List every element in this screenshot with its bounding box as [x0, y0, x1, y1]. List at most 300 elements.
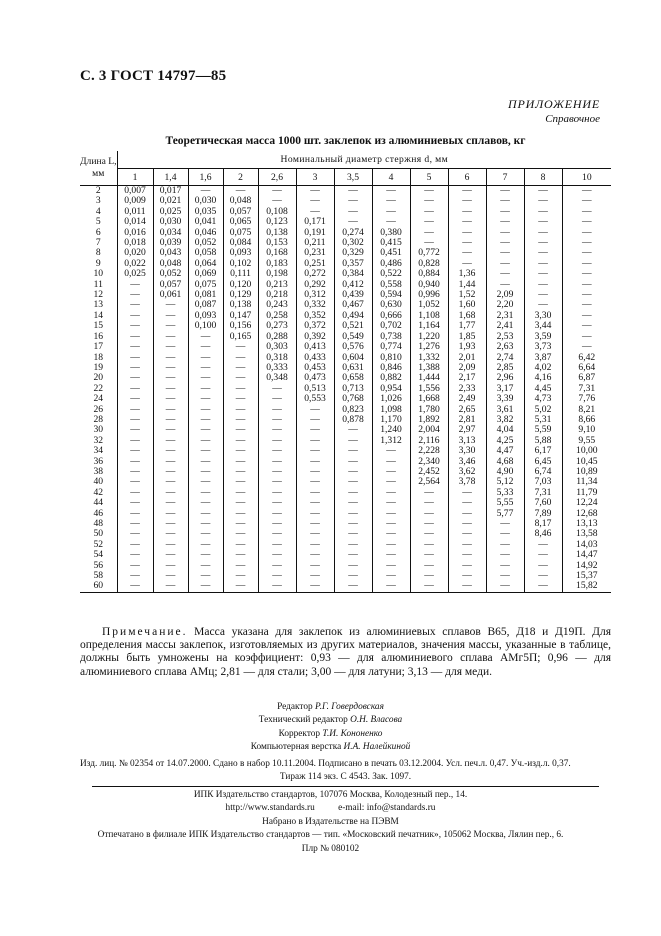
mass-cell: 0,231 — [296, 248, 334, 258]
mass-cell: 1,556 — [410, 384, 448, 394]
mass-cell: — — [153, 488, 188, 498]
mass-cell: 0,251 — [296, 259, 334, 269]
mass-cell: — — [223, 373, 258, 383]
length-cell: 44 — [93, 497, 104, 509]
mass-cell: 1,780 — [410, 405, 448, 415]
mass-cell: 3,59 — [524, 332, 562, 342]
mass-cell: — — [372, 540, 410, 550]
mass-cell: — — [448, 581, 486, 592]
mass-cell: — — [258, 509, 296, 519]
mass-cell: — — [334, 581, 372, 592]
mass-cell: — — [117, 311, 153, 321]
table-row — [80, 540, 611, 550]
mass-cell: 0,138 — [258, 228, 296, 238]
mass-cell: 5,77 — [486, 509, 524, 519]
publication-info — [80, 758, 611, 785]
mass-cell: — — [334, 561, 372, 571]
mass-cell: 2,53 — [486, 332, 524, 342]
mass-cell: — — [334, 425, 372, 435]
credit-name: О.Н. Власова — [350, 715, 403, 726]
mass-cell: — — [258, 415, 296, 425]
printer-info — [0, 789, 661, 856]
mass-cell: 0,318 — [258, 353, 296, 363]
mass-cell: — — [524, 269, 562, 279]
note — [80, 626, 611, 679]
mass-cell: — — [153, 467, 188, 477]
credit-role: Технический редактор — [258, 715, 348, 726]
mass-cell: — — [153, 550, 188, 560]
mass-cell: 0,129 — [223, 290, 258, 300]
mass-cell: — — [334, 488, 372, 498]
mass-cell: — — [562, 238, 611, 248]
mass-cell: — — [117, 384, 153, 394]
mass-cell: 0,034 — [153, 228, 188, 238]
mass-cell: 0,021 — [153, 196, 188, 206]
mass-cell: — — [372, 550, 410, 560]
mass-cell: — — [296, 196, 334, 206]
mass-cell: 0,058 — [188, 248, 223, 258]
mass-cell: — — [486, 228, 524, 238]
length-cell: 9 — [95, 257, 101, 269]
length-cell: 6 — [95, 226, 101, 238]
mass-cell: 0,061 — [153, 290, 188, 300]
mass-cell: — — [223, 394, 258, 404]
mass-cell: 7,76 — [562, 394, 611, 404]
mass-cell: 8,17 — [524, 519, 562, 529]
mass-cell: — — [296, 425, 334, 435]
table-row — [80, 529, 611, 539]
mass-cell: 0,380 — [372, 228, 410, 238]
mass-cell: 0,412 — [334, 280, 372, 290]
mass-cell: 0,303 — [258, 342, 296, 352]
mass-cell: — — [410, 196, 448, 206]
mass-cell: 1,312 — [372, 436, 410, 446]
mass-cell: — — [258, 561, 296, 571]
credit-name: Т.И. Кононенко — [322, 728, 383, 739]
mass-cell: 0,522 — [372, 269, 410, 279]
mass-cell: 7,03 — [524, 477, 562, 487]
mass-cell: 7,89 — [524, 509, 562, 519]
mass-cell: — — [372, 519, 410, 529]
mass-cell: 3,17 — [486, 384, 524, 394]
mass-cell: 0,057 — [153, 280, 188, 290]
mass-cell: 0,111 — [223, 269, 258, 279]
mass-cell: 2,97 — [448, 425, 486, 435]
mass-cell: 3,62 — [448, 467, 486, 477]
diameter-col-header: 4 — [372, 169, 410, 186]
mass-cell: — — [223, 342, 258, 352]
mass-cell: 0,211 — [296, 238, 334, 248]
table-row — [80, 581, 611, 592]
mass-cell: — — [223, 540, 258, 550]
mass-cell: — — [188, 457, 223, 467]
mass-cell: — — [223, 425, 258, 435]
mass-cell: — — [410, 498, 448, 508]
length-cell: 19 — [93, 361, 104, 373]
mass-cell: — — [524, 217, 562, 227]
mass-cell: — — [296, 405, 334, 415]
mass-cell: — — [188, 467, 223, 477]
mass-cell: — — [410, 550, 448, 560]
mass-cell: 1,170 — [372, 415, 410, 425]
mass-cell: — — [188, 332, 223, 342]
mass-cell: — — [223, 405, 258, 415]
mass-cell: 3,78 — [448, 477, 486, 487]
mass-cell: — — [258, 529, 296, 539]
mass-cell: 10,89 — [562, 467, 611, 477]
mass-cell: 0,292 — [296, 280, 334, 290]
mass-cell: — — [296, 498, 334, 508]
mass-cell: — — [448, 519, 486, 529]
mass-cell: — — [296, 446, 334, 456]
mass-cell: — — [334, 186, 372, 197]
mass-cell: — — [117, 519, 153, 529]
mass-cell: 1,36 — [448, 269, 486, 279]
mass-cell: — — [223, 363, 258, 373]
mass-cell: — — [296, 415, 334, 425]
mass-cell: — — [117, 540, 153, 550]
mass-cell: — — [223, 550, 258, 560]
mass-cell: — — [334, 467, 372, 477]
mass-cell: 0,052 — [188, 238, 223, 248]
mass-cell: — — [117, 581, 153, 592]
mass-cell: 1,44 — [448, 280, 486, 290]
mass-cell: — — [117, 436, 153, 446]
mass-cell: 1,668 — [410, 394, 448, 404]
mass-cell: — — [296, 207, 334, 217]
mass-cell: 5,02 — [524, 405, 562, 415]
mass-cell: — — [258, 540, 296, 550]
mass-cell: — — [448, 561, 486, 571]
mass-cell: — — [372, 581, 410, 592]
mass-cell: — — [562, 311, 611, 321]
mass-cell: 2,63 — [486, 342, 524, 352]
mass-cell: — — [562, 228, 611, 238]
mass-cell: 0,258 — [258, 311, 296, 321]
mass-cell: — — [153, 300, 188, 310]
mass-cell: — — [258, 477, 296, 487]
mass-cell: 0,017 — [153, 186, 188, 197]
mass-cell: — — [223, 509, 258, 519]
length-header: Длина L, мм — [80, 151, 117, 186]
mass-cell: 0,153 — [258, 238, 296, 248]
mass-cell: — — [410, 540, 448, 550]
mass-cell: 0,658 — [334, 373, 372, 383]
credits — [0, 701, 661, 755]
length-cell: 13 — [93, 299, 104, 311]
mass-cell: — — [486, 540, 524, 550]
mass-cell: 10,45 — [562, 457, 611, 467]
mass-cell: — — [296, 477, 334, 487]
mass-cell: — — [153, 561, 188, 571]
mass-cell: — — [223, 561, 258, 571]
mass-cell: — — [258, 581, 296, 592]
mass-cell: 9,55 — [562, 436, 611, 446]
appendix-title: ПРИЛОЖЕНИЕ — [508, 97, 600, 111]
mass-cell: 1,444 — [410, 373, 448, 383]
mass-cell: 0,048 — [223, 196, 258, 206]
mass-cell: — — [372, 498, 410, 508]
length-cell: 26 — [93, 403, 104, 415]
mass-cell: — — [448, 196, 486, 206]
mass-cell: — — [562, 269, 611, 279]
mass-cell: 2,004 — [410, 425, 448, 435]
length-cell: 18 — [93, 351, 104, 363]
mass-cell: — — [296, 550, 334, 560]
mass-cell: — — [524, 248, 562, 258]
mass-cell: — — [410, 238, 448, 248]
table-row — [80, 498, 611, 508]
table-row — [80, 425, 611, 435]
mass-cell: — — [188, 405, 223, 415]
mass-cell: 0,168 — [258, 248, 296, 258]
mass-cell: — — [372, 529, 410, 539]
mass-cell: 0,630 — [372, 300, 410, 310]
mass-cell: — — [223, 384, 258, 394]
mass-cell: 2,65 — [448, 405, 486, 415]
mass-cell: — — [334, 196, 372, 206]
mass-cell: — — [188, 571, 223, 581]
mass-cell: — — [410, 228, 448, 238]
mass-cell: 11,79 — [562, 488, 611, 498]
mass-cell: — — [153, 540, 188, 550]
email-link[interactable]: e-mail: info@standards.ru — [338, 803, 436, 814]
mass-cell: 0,183 — [258, 259, 296, 269]
mass-cell: 0,473 — [296, 373, 334, 383]
mass-cell: 0,087 — [188, 300, 223, 310]
mass-cell: 0,039 — [153, 238, 188, 248]
mass-cell: — — [153, 415, 188, 425]
mass-cell: — — [372, 509, 410, 519]
printer-line-3: Набрано в Издательстве на ПЭВМ — [262, 816, 399, 827]
table-row — [80, 550, 611, 560]
mass-cell: — — [188, 581, 223, 592]
mass-cell: 7,60 — [524, 498, 562, 508]
mass-cell: 0,823 — [334, 405, 372, 415]
mass-cell: — — [296, 467, 334, 477]
mass-cell: 2,81 — [448, 415, 486, 425]
mass-cell: 0,093 — [223, 248, 258, 258]
mass-cell: 1,52 — [448, 290, 486, 300]
mass-cell: — — [153, 311, 188, 321]
mass-cell: 5,55 — [486, 498, 524, 508]
mass-cell: 0,011 — [117, 207, 153, 217]
table-row — [80, 571, 611, 581]
mass-cell: — — [296, 540, 334, 550]
mass-cell: 0,666 — [372, 311, 410, 321]
mass-cell: 0,451 — [372, 248, 410, 258]
mass-cell: 9,10 — [562, 425, 611, 435]
mass-cell: — — [117, 509, 153, 519]
mass-cell: — — [448, 529, 486, 539]
mass-cell: — — [372, 477, 410, 487]
mass-cell: — — [486, 259, 524, 269]
mass-cell: — — [372, 571, 410, 581]
mass-cell: — — [258, 196, 296, 206]
mass-cell: — — [223, 446, 258, 456]
mass-cell: 12,68 — [562, 509, 611, 519]
mass-cell: — — [334, 540, 372, 550]
mass-cell: — — [223, 415, 258, 425]
mass-cell: 2,74 — [486, 353, 524, 363]
mass-cell: — — [258, 405, 296, 415]
mass-cell: — — [410, 207, 448, 217]
mass-cell: 0,384 — [334, 269, 372, 279]
mass-cell: 0,016 — [117, 228, 153, 238]
printer-line-1: ИПК Издательство стандартов, 107076 Москва, Колодезный пер., 14. — [193, 790, 468, 800]
mass-cell: 14,92 — [562, 561, 611, 571]
mass-cell: 4,45 — [524, 384, 562, 394]
length-cell: 34 — [93, 445, 104, 457]
mass-cell: 0,052 — [153, 269, 188, 279]
mass-cell: 4,16 — [524, 373, 562, 383]
mass-cell: — — [117, 332, 153, 342]
mass-cell: — — [117, 425, 153, 435]
mass-cell: — — [117, 529, 153, 539]
length-cell: 56 — [93, 559, 104, 571]
mass-cell: 1,60 — [448, 300, 486, 310]
mass-cell: — — [117, 457, 153, 467]
mass-cell: — — [188, 353, 223, 363]
mass-cell: — — [117, 321, 153, 331]
length-cell: 28 — [93, 413, 104, 425]
mass-cell: — — [117, 342, 153, 352]
mass-cell: — — [410, 509, 448, 519]
diameter-col-header: 3,5 — [334, 169, 372, 186]
mass-cell: — — [117, 571, 153, 581]
mass-cell: 0,147 — [223, 311, 258, 321]
mass-cell: — — [372, 196, 410, 206]
mass-cell: 11,34 — [562, 477, 611, 487]
mass-cell: 0,954 — [372, 384, 410, 394]
mass-cell: 2,228 — [410, 446, 448, 456]
length-cell: 7 — [95, 237, 101, 249]
credit-line — [0, 741, 661, 754]
website-link[interactable]: http://www.standards.ru — [225, 803, 315, 814]
mass-cell: 1,388 — [410, 363, 448, 373]
length-cell: 40 — [93, 476, 104, 488]
mass-cell: 0,486 — [372, 259, 410, 269]
mass-cell: 14,47 — [562, 550, 611, 560]
mass-cell: — — [448, 488, 486, 498]
mass-cell: — — [153, 363, 188, 373]
diameter-col-header: 6 — [448, 169, 486, 186]
mass-cell: — — [372, 467, 410, 477]
mass-cell: — — [258, 425, 296, 435]
mass-cell: 1,892 — [410, 415, 448, 425]
mass-cell: — — [562, 300, 611, 310]
mass-cell: 5,33 — [486, 488, 524, 498]
diameter-row — [80, 169, 611, 186]
mass-cell: — — [372, 488, 410, 498]
mass-cell: 14,03 — [562, 540, 611, 550]
mass-cell: 1,332 — [410, 353, 448, 363]
mass-cell: — — [188, 498, 223, 508]
length-cell: 54 — [93, 549, 104, 561]
mass-cell: — — [153, 394, 188, 404]
mass-cell: — — [334, 509, 372, 519]
mass-cell: — — [188, 363, 223, 373]
mass-cell: — — [188, 425, 223, 435]
mass-cell: 2,41 — [486, 321, 524, 331]
mass-cell: — — [562, 217, 611, 227]
mass-cell: — — [410, 581, 448, 592]
mass-cell: — — [117, 467, 153, 477]
mass-cell: 0,156 — [223, 321, 258, 331]
mass-cell: — — [223, 477, 258, 487]
mass-cell: — — [117, 561, 153, 571]
mass-cell: — — [296, 436, 334, 446]
mass-cell: — — [524, 238, 562, 248]
length-cell: 60 — [80, 581, 117, 592]
mass-cell: — — [153, 353, 188, 363]
mass-cell: 1,108 — [410, 311, 448, 321]
mass-cell: — — [296, 581, 334, 592]
table-body — [80, 186, 611, 593]
mass-cell: 0,332 — [296, 300, 334, 310]
length-cell: 16 — [93, 330, 104, 342]
mass-cell: — — [223, 519, 258, 529]
mass-cell: 0,940 — [410, 280, 448, 290]
mass-cell: 0,996 — [410, 290, 448, 300]
mass-cell: 2,01 — [448, 353, 486, 363]
table-row — [80, 446, 611, 456]
diameter-col-header: 3 — [296, 169, 334, 186]
mass-cell: 2,96 — [486, 373, 524, 383]
mass-cell: — — [524, 561, 562, 571]
mass-cell: 0,025 — [153, 207, 188, 217]
mass-cell: 0,274 — [334, 228, 372, 238]
printer-line-4: Отпечатано в филиале ИПК Издательство стандартов — тип. «Московский печатник», 105062 Москва, Лялин пер., 6. — [97, 830, 564, 841]
mass-cell: 1,026 — [372, 394, 410, 404]
mass-cell: 0,171 — [296, 217, 334, 227]
mass-cell: 4,68 — [486, 457, 524, 467]
mass-cell: — — [258, 186, 296, 197]
credit-name: Р.Г. Говердовская — [314, 702, 384, 712]
mass-cell: 4,90 — [486, 467, 524, 477]
mass-cell: 3,61 — [486, 405, 524, 415]
divider — [92, 786, 599, 787]
mass-cell: — — [486, 529, 524, 539]
mass-cell: — — [188, 519, 223, 529]
mass-cell: 0,191 — [296, 228, 334, 238]
mass-cell: 2,31 — [486, 311, 524, 321]
mass-cell: 0,046 — [188, 228, 223, 238]
length-cell: 12 — [93, 289, 104, 301]
mass-cell: — — [562, 280, 611, 290]
mass-cell: — — [223, 436, 258, 446]
mass-cell: 4,02 — [524, 363, 562, 373]
mass-cell: 0,631 — [334, 363, 372, 373]
mass-cell: — — [562, 248, 611, 258]
diameter-col-header: 2 — [223, 169, 258, 186]
mass-cell: — — [448, 238, 486, 248]
mass-cell: 10,00 — [562, 446, 611, 456]
mass-cell: — — [562, 342, 611, 352]
mass-cell: — — [117, 550, 153, 560]
mass-cell: 0,035 — [188, 207, 223, 217]
mass-cell: — — [223, 529, 258, 539]
mass-cell: — — [153, 519, 188, 529]
mass-cell: 0,768 — [334, 394, 372, 404]
mass-cell: 0,513 — [296, 384, 334, 394]
mass-cell: — — [117, 300, 153, 310]
mass-cell: — — [372, 561, 410, 571]
mass-cell: 7,31 — [524, 488, 562, 498]
mass-cell: — — [486, 238, 524, 248]
mass-cell: 1,240 — [372, 425, 410, 435]
mass-cell: 0,372 — [296, 321, 334, 331]
